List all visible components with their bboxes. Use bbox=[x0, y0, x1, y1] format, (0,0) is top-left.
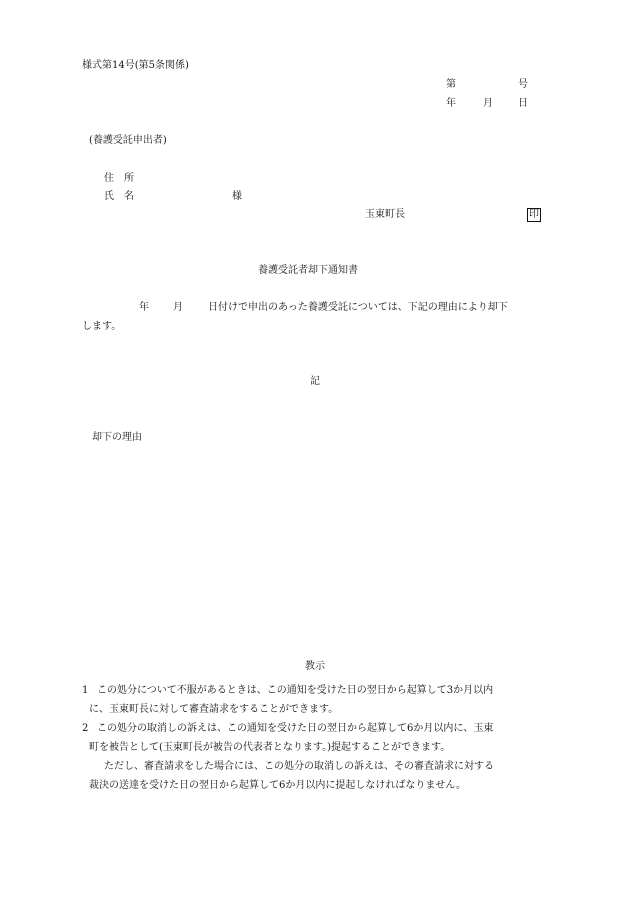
body-month: 月 bbox=[173, 302, 183, 313]
honorific: 様 bbox=[232, 191, 242, 202]
date-month: 月 bbox=[483, 98, 493, 109]
address-label: 住 所 bbox=[104, 173, 134, 184]
date-day: 日 bbox=[518, 98, 528, 109]
form-number: 様式第14号(第5条関係) bbox=[82, 60, 189, 71]
ki-heading: 記 bbox=[310, 376, 320, 387]
notice-item-2-line-2: 町を被告として(玉東町長が被告の代表者となります。)提起することができます。 bbox=[89, 742, 451, 753]
document-title: 養護受託者却下通知書 bbox=[258, 265, 358, 276]
body-year: 年 bbox=[139, 302, 149, 313]
doc-number-suffix: 号 bbox=[518, 79, 528, 90]
doc-number-prefix: 第 bbox=[446, 79, 456, 90]
notice-item-1-line-2: に、玉東町長に対して審査請求をすることができます。 bbox=[89, 704, 339, 715]
body-line-2: します。 bbox=[82, 321, 122, 332]
sender-title: 玉東町長 bbox=[365, 209, 405, 220]
notice-item-1-line-1: この処分について不服があるときは、この通知を受けた日の翌日から起算して3か月以内 bbox=[97, 685, 494, 696]
notice-item-2-line-3: ただし、審査請求をした場合には、この処分の取消しの訴えは、その審査請求に対する bbox=[104, 761, 494, 772]
reason-label: 却下の理由 bbox=[92, 432, 142, 443]
notice-item-1-number: 1 bbox=[82, 685, 89, 696]
body-line-1: 日付けで申出のあった養護受託については、下記の理由により却下 bbox=[208, 302, 508, 313]
name-label: 氏 名 bbox=[104, 191, 134, 202]
notice-item-2-line-1: この処分の取消しの訴えは、この通知を受けた日の翌日から起算して6か月以内に、玉東 bbox=[97, 723, 494, 734]
seal-mark: 印 bbox=[529, 209, 539, 220]
recipient-heading: (養護受託申出者) bbox=[89, 135, 167, 146]
notice-item-2-number: 2 bbox=[82, 723, 89, 734]
notice-item-2-line-4: 裁決の送達を受けた日の翌日から起算して6か月以内に提起しなければなりません。 bbox=[89, 780, 466, 791]
date-year: 年 bbox=[446, 98, 456, 109]
notice-title: 教示 bbox=[305, 661, 325, 672]
